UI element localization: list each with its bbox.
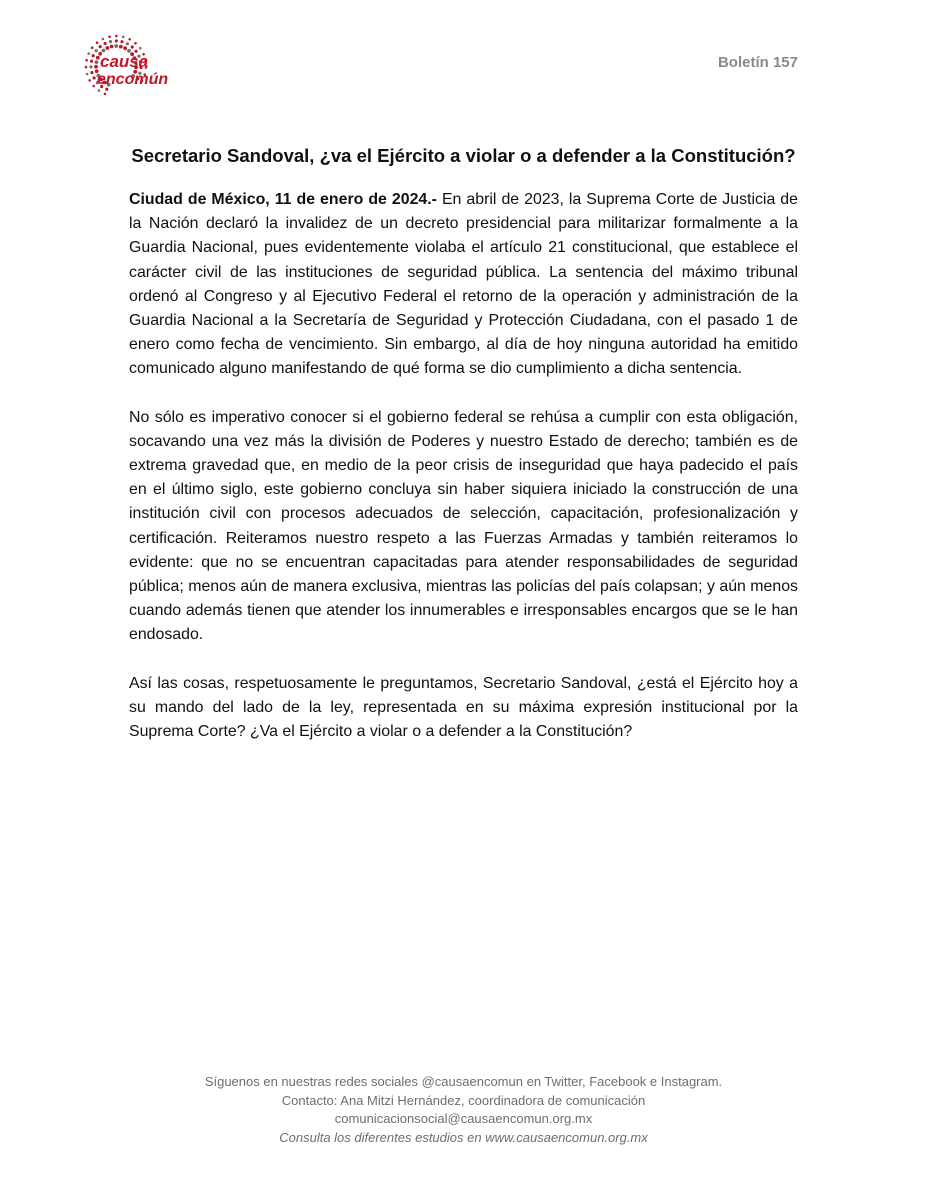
logo-dot: [90, 71, 93, 74]
logo-dot: [98, 89, 101, 92]
logo-dot: [89, 65, 92, 68]
logo-dot: [109, 40, 112, 43]
logo-dot: [114, 44, 118, 48]
paragraph-3: Así las cosas, respetuosamente le preguntamos, Secretario Sandoval, ¿está el Ejército hoy a su mando del lado de la ley, representada en su máxima expresión institucional por la Suprema Corte? ¿Va el Ejército a violar o a defender a la Constitución?: [129, 674, 798, 741]
logo-dot: [93, 76, 96, 79]
logo-dot: [119, 45, 123, 49]
logo-dot: [102, 38, 105, 41]
logo-dot: [134, 42, 137, 45]
logo-dot: [128, 38, 131, 41]
logo-dot: [85, 59, 88, 62]
logo-dot: [115, 39, 118, 42]
logo-text-line2: común: [115, 71, 169, 88]
dateline: Ciudad de México, 11 de enero de 2024.-: [129, 191, 437, 208]
logo-dot: [104, 93, 107, 96]
logo-dot: [95, 49, 98, 52]
footer-contact: Contacto: Ana Mitzi Hernández, coordinadora de comunicación: [281, 1092, 646, 1108]
logo-dot: [85, 66, 88, 69]
page-title: Secretario Sandoval, ¿va el Ejército a violar o a defender a la Constitución?: [131, 145, 796, 166]
footer-website[interactable]: Consulta los diferentes estudios en www.causaencomun.org.mx: [279, 1129, 648, 1145]
logo: [80, 28, 190, 100]
logo-dot: [115, 35, 118, 38]
logo-mark: [80, 28, 190, 100]
logo-dot: [104, 42, 107, 45]
footer-social: Síguenos en nuestras redes sociales @causaencomun en Twitter, Facebook e Instagram.: [204, 1074, 723, 1089]
logo-dot: [131, 45, 134, 48]
paragraph-1-text: En abril de 2023, la Suprema Corte de Justicia de la Nación declaró la invalidez de un decreto presidencial para militarizar formalmente a la Guardia Nacional, pues evidentemente violaba el artículo 21 constitucional, que establece el carácter civil de las instituciones de seguridad pública. La sentencia del máximo tribunal ordenó al Congreso y al Ejecutivo Federal el retorno de la operación y administración de la Guardia Nacional a la Secretaría de Seguridad y Protección Ciudadana, con el pasado 1 de enero como fecha de vencimiento. Sin embargo, al día de hoy ninguna autoridad ha emitido comunicado alguno manifestando de qué forma se dio cumplimiento a dicha sentencia.: [129, 191, 798, 378]
logo-dot: [96, 41, 99, 44]
paragraph-1: [129, 188, 798, 382]
logo-dot: [120, 40, 123, 43]
paragraph-2: No sólo es imperativo conocer si el gobierno federal se rehúsa a cumplir con esta obligación, socavando una vez más la división de Poderes y nuestro Estado de derecho; también es de extrema gravedad que, en medio de la peor crisis de inseguridad que haya padecido el país en el último siglo, este gobierno concluya sin haber siquiera iniciado la construcción de una institución civil con procesos adecuados de selección, capacitación, profesionalización y certificación. Reiteramos nuestro respeto a las Fuerzas Armadas y también reiteramos lo evidente: que no se encuentran capacitadas para atender responsabilidades de seguridad pública; menos aún de manera exclusiva, mientras las policías del país colapsan; y aún menos cuando además tienen que atender los innumerables e irresponsables encargos que se le han endosado.: [129, 408, 798, 644]
svg-text:encomún: [97, 71, 168, 88]
logo-dot: [86, 73, 89, 76]
footer: [0, 1073, 927, 1147]
logo-dot: [91, 46, 94, 49]
logo-dot: [108, 35, 111, 38]
logo-text-line1: causa: [100, 52, 149, 71]
logo-dot: [105, 88, 108, 91]
logo-dot: [139, 47, 142, 50]
logo-dot: [92, 85, 95, 88]
logo-dot: [95, 60, 99, 64]
logo-dot: [126, 42, 129, 45]
logo-dot: [87, 52, 90, 55]
logo-text-prefix: en: [97, 71, 116, 88]
logo-dot: [99, 45, 102, 48]
logo-dot: [88, 79, 91, 82]
article-body: [129, 188, 798, 768]
logo-dot: [122, 36, 125, 39]
logo-dot: [123, 46, 127, 50]
bulletin-number: Boletín 157: [717, 54, 798, 71]
logo-dot: [94, 65, 98, 69]
logo-dot: [105, 46, 109, 50]
logo-dot: [110, 45, 114, 49]
logo-dot: [90, 60, 93, 63]
footer-email[interactable]: comunicacionsocial@causaencomun.org.mx: [334, 1111, 593, 1127]
logo-dot: [92, 54, 95, 57]
